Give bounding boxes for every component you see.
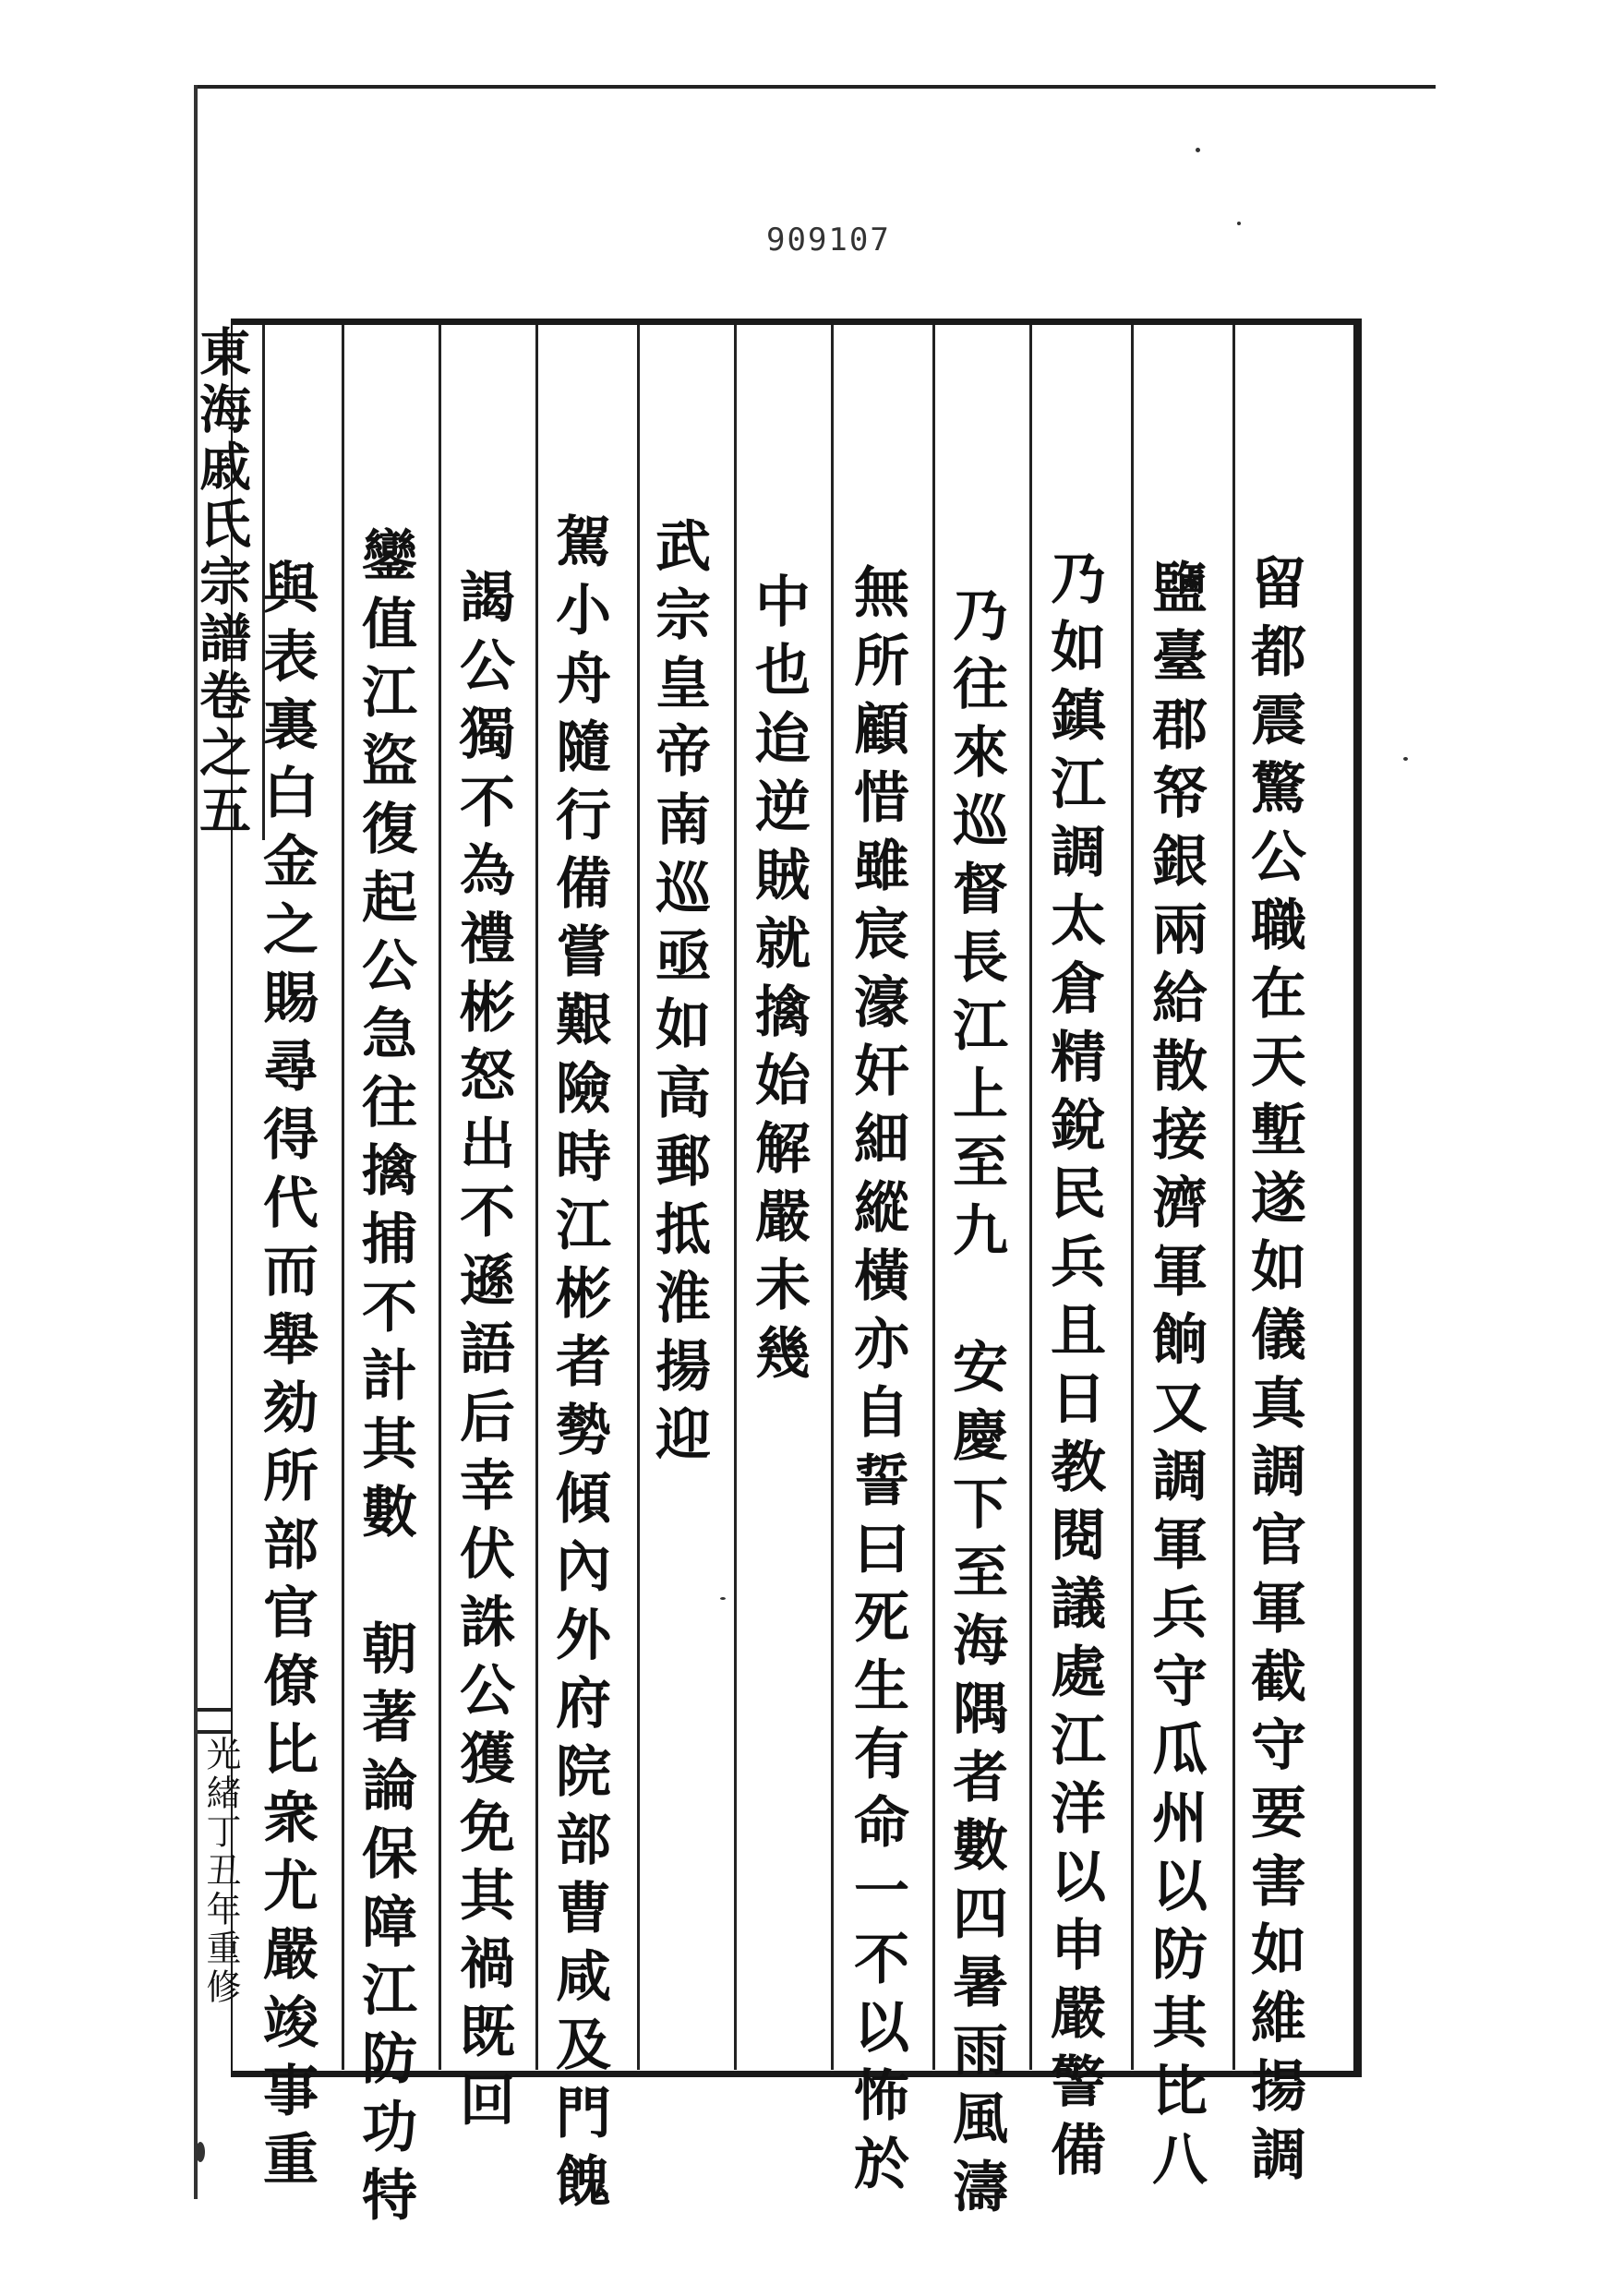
scan-speck — [1196, 148, 1200, 152]
column-rule — [734, 325, 737, 2070]
column-rule — [535, 325, 538, 2070]
text-column-2: 鹽臺郡帑銀兩給散接濟軍餉又調軍兵守瓜州以防其比八 — [1143, 559, 1208, 2198]
scan-speck — [196, 2142, 205, 2162]
text-column-6: 中也迨逆賊就擒始解嚴未幾 — [746, 572, 811, 1392]
scan-speck — [1403, 757, 1408, 761]
column-rule — [1029, 325, 1032, 2070]
scan-speck — [1237, 222, 1241, 225]
text-column-8: 駕小舟隨行備嘗艱險時江彬者勢傾內外府院部曹咸及門餽 — [547, 512, 611, 2220]
text-column-5: 無所顧惜雖宸濠奸細縱橫亦自誓曰死生有命一不以怖於 — [845, 563, 909, 2203]
margin-title: 東海戚氏宗譜卷之五 — [185, 325, 265, 840]
column-rule — [1232, 325, 1235, 2070]
column-rule — [342, 325, 344, 2070]
column-rule — [932, 325, 935, 2070]
fishtail-mark — [198, 1708, 231, 1734]
text-column-1: 留都震驚公職在天塹遂如儀真調官軍截守要害如維揚調 — [1242, 554, 1306, 2194]
margin-footer: 光緒丁丑年重修 — [200, 1736, 241, 2007]
binding-top-edge — [194, 85, 1436, 89]
column-rule — [1131, 325, 1134, 2070]
text-column-10: 鑾值江盜復起公急往擒捕不計其數 朝著論保障江防功特 — [353, 526, 417, 2234]
text-column-9: 謁公獨不為禮彬怒出不遜語后幸伏誅公獲免其禍既回 — [451, 568, 515, 2139]
catalog-number: 909107 — [766, 222, 891, 258]
text-column-7: 武宗皇帝南巡亟如高郵抵淮揚迎 — [646, 517, 711, 1473]
text-column-4: 乃往來巡督長江上至九 安慶下至海隅者數四暑雨風濤 — [944, 586, 1008, 2226]
text-column-11: 與表裏白金之賜尋得代而舉劾所部官僚比衆尤嚴竣事重 — [254, 559, 319, 2198]
column-rule — [831, 325, 834, 2070]
column-rule — [439, 325, 441, 2070]
scan-speck — [720, 1597, 726, 1600]
column-rule — [637, 325, 640, 2070]
text-column-3: 乃如鎮江調太倉精銳民兵且日教閱議處江洋以申嚴警備 — [1041, 549, 1106, 2189]
